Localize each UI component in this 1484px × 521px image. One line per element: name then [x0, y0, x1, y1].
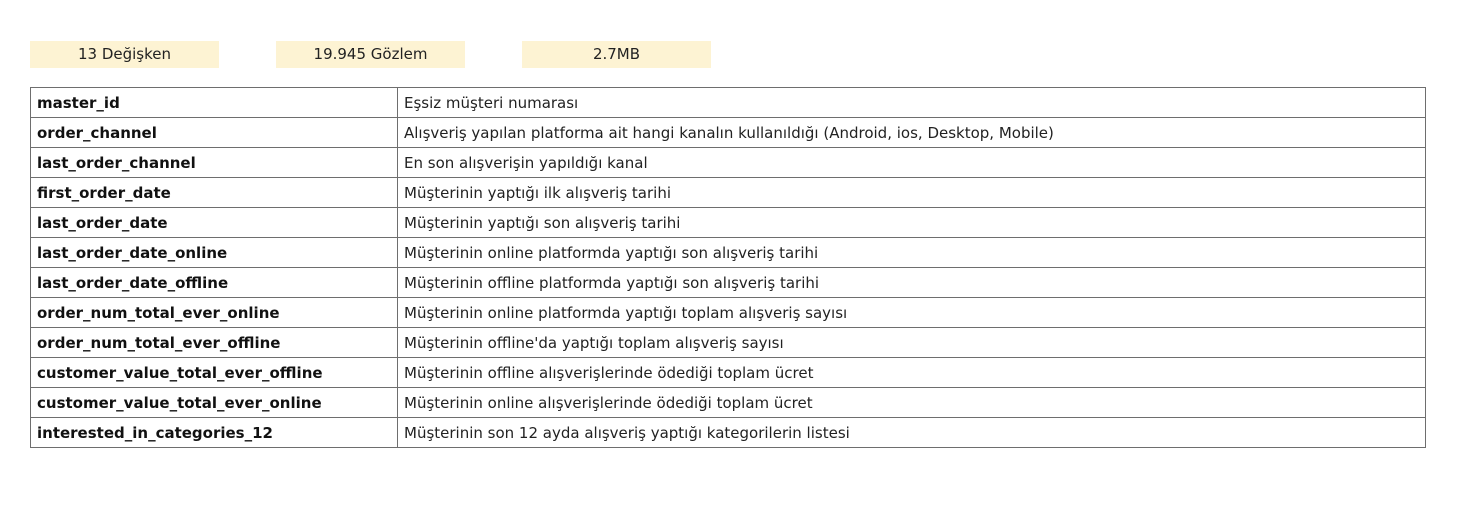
variable-description-cell: Müşterinin online platformda yaptığı son alışveriş tarihi [398, 238, 1426, 268]
variable-description-cell: Müşterinin yaptığı son alışveriş tarihi [398, 208, 1426, 238]
observation-count-badge: 19.945 Gözlem [276, 41, 465, 68]
variable-name-cell: master_id [31, 88, 398, 118]
variable-description-cell: Müşterinin online platformda yaptığı toplam alışveriş sayısı [398, 298, 1426, 328]
table-row [31, 388, 1426, 418]
variable-description-table [30, 87, 1426, 448]
variable-name-cell: customer_value_total_ever_offline [31, 358, 398, 388]
variable-name-cell: customer_value_total_ever_online [31, 388, 398, 418]
table-row [31, 358, 1426, 388]
variable-name-cell: order_channel [31, 118, 398, 148]
table-row [31, 118, 1426, 148]
table-row [31, 328, 1426, 358]
variable-count-badge: 13 Değişken [30, 41, 219, 68]
table-row [31, 298, 1426, 328]
variable-description-cell: En son alışverişin yapıldığı kanal [398, 148, 1426, 178]
variable-description-cell: Müşterinin yaptığı ilk alışveriş tarihi [398, 178, 1426, 208]
variable-description-cell: Eşsiz müşteri numarası [398, 88, 1426, 118]
table-row [31, 148, 1426, 178]
variable-name-cell: order_num_total_ever_offline [31, 328, 398, 358]
variable-name-cell: last_order_channel [31, 148, 398, 178]
variable-description-cell: Alışveriş yapılan platforma ait hangi kanalın kullanıldığı (Android, ios, Desktop, Mobile) [398, 118, 1426, 148]
variable-description-cell: Müşterinin online alışverişlerinde ödediği toplam ücret [398, 388, 1426, 418]
variable-description-cell: Müşterinin offline platformda yaptığı son alışveriş tarihi [398, 268, 1426, 298]
variable-name-cell: last_order_date_online [31, 238, 398, 268]
variable-description-cell: Müşterinin son 12 ayda alışveriş yaptığı kategorilerin listesi [398, 418, 1426, 448]
table-row [31, 178, 1426, 208]
table-row [31, 268, 1426, 298]
variable-name-cell: first_order_date [31, 178, 398, 208]
variable-name-cell: interested_in_categories_12 [31, 418, 398, 448]
table-row [31, 88, 1426, 118]
table-row [31, 238, 1426, 268]
variable-name-cell: last_order_date [31, 208, 398, 238]
variable-name-cell: last_order_date_offline [31, 268, 398, 298]
variable-name-cell: order_num_total_ever_online [31, 298, 398, 328]
table-row [31, 418, 1426, 448]
variable-table-body [31, 88, 1426, 448]
table-row [31, 208, 1426, 238]
dataset-size-badge: 2.7MB [522, 41, 711, 68]
variable-description-cell: Müşterinin offline alışverişlerinde ödediği toplam ücret [398, 358, 1426, 388]
variable-description-cell: Müşterinin offline'da yaptığı toplam alışveriş sayısı [398, 328, 1426, 358]
